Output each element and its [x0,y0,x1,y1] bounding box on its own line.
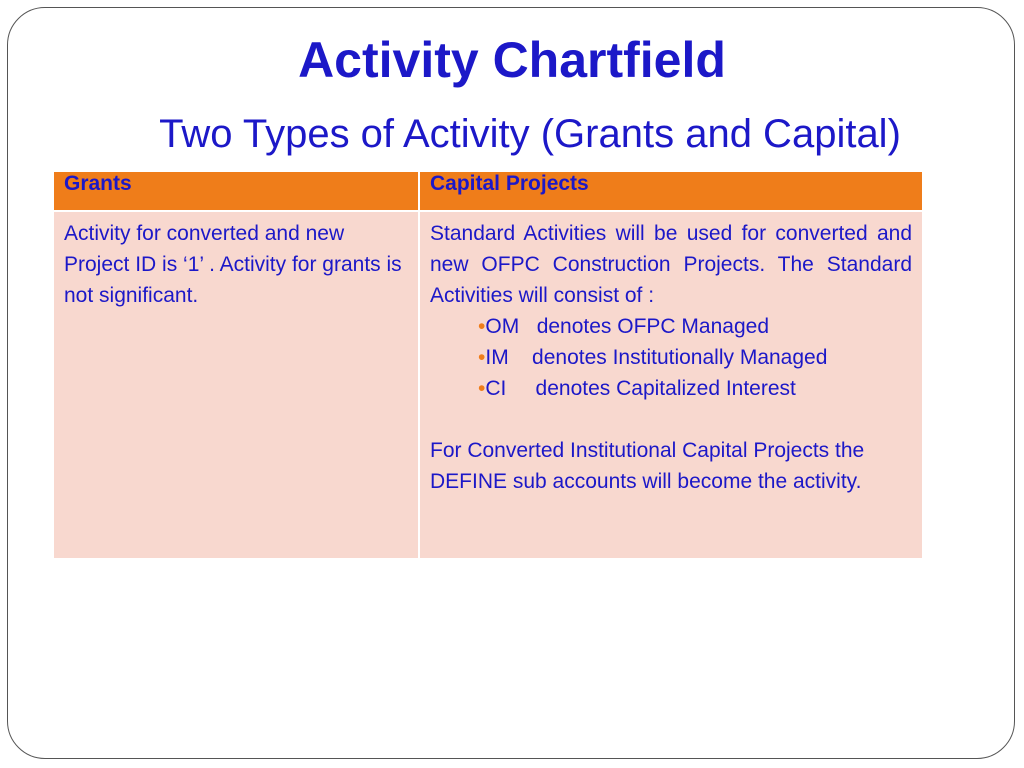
bullet-icon: • [478,346,486,369]
table-row [53,211,923,559]
list-item [478,342,912,373]
code-gap [506,377,535,400]
cell-capital-projects [419,211,923,559]
capital-note: For Converted Institutional Capital Projects the DEFINE sub accounts will become the activity. [430,439,865,493]
activity-desc: denotes Institutionally Managed [532,346,828,369]
activity-desc: denotes Capitalized Interest [535,377,796,400]
list-item [478,311,912,342]
table-header-row [53,171,923,211]
header-grants: Grants [53,171,419,211]
activity-code: IM [485,346,509,369]
activity-code: OM [485,315,520,338]
slide-title: Activity Chartfield [298,32,726,88]
activity-desc: denotes OFPC Managed [536,315,770,338]
cell-grants [53,211,419,559]
code-gap [509,346,532,369]
list-item [478,373,912,404]
slide-subtitle: Two Types of Activity (Grants and Capital) [159,112,901,156]
activity-types-table [52,170,924,560]
spacer [430,404,912,435]
header-capital-projects: Capital Projects [419,171,923,211]
grants-description: Activity for converted and new Project ID is ‘1’ . Activity for grants is not significant. [64,222,402,307]
activity-code: CI [485,377,507,400]
activity-code-list [430,311,912,404]
bullet-icon: • [478,315,486,338]
capital-intro: Standard Activities will be used for converted and new OFPC Construction Projects. The Standard Activities will consist of : [430,222,912,307]
code-gap [519,315,537,338]
bullet-icon: • [478,377,486,400]
